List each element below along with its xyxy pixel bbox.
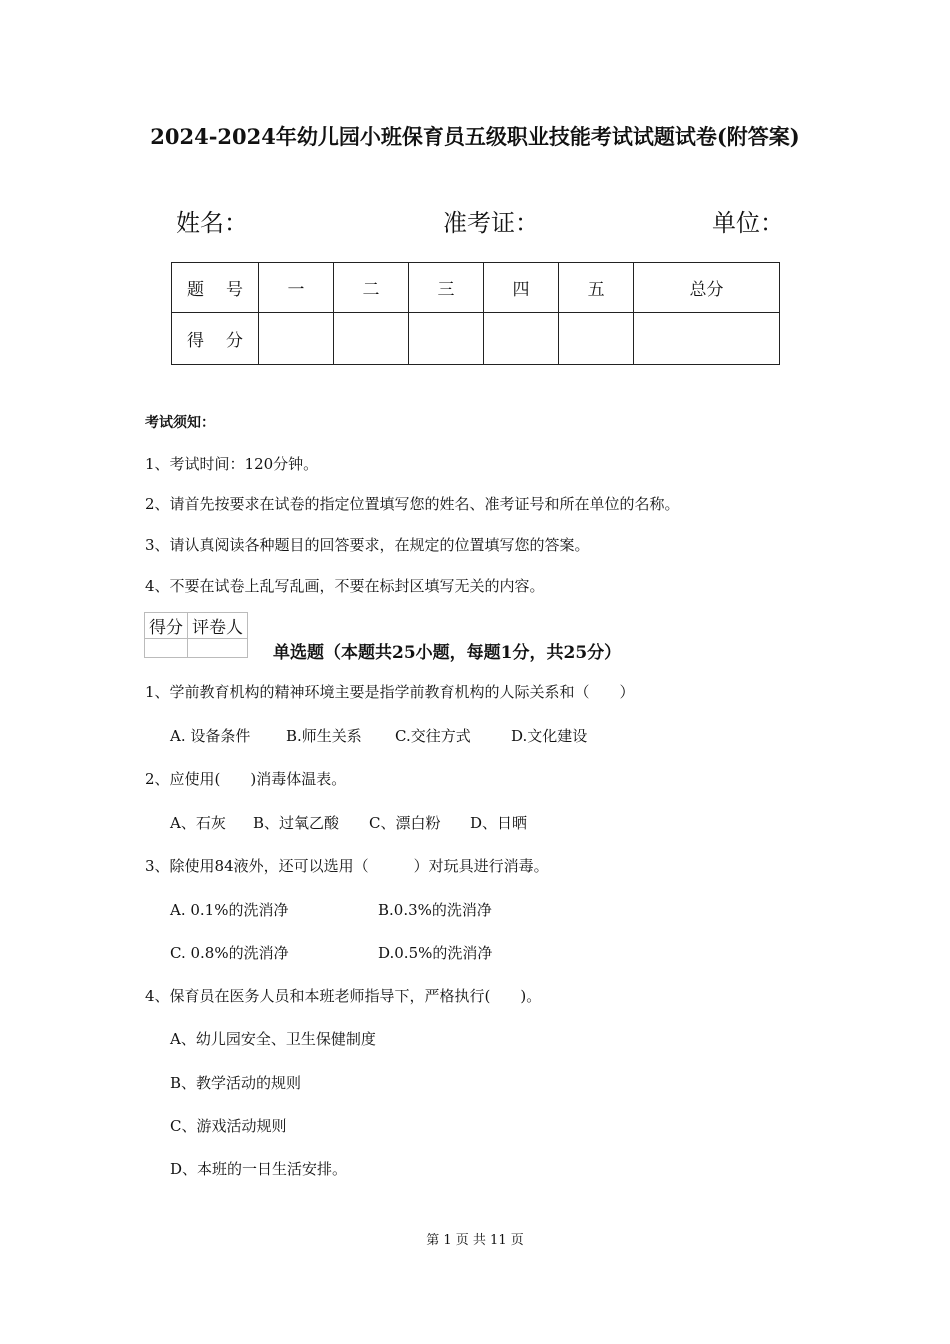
score-table-header-row xyxy=(172,263,780,313)
unit-label: 单位： xyxy=(712,209,784,237)
notice-title: 考试须知： xyxy=(145,415,215,431)
score-entry-cell[interactable] xyxy=(145,639,188,658)
row-label-b: 分 xyxy=(226,331,243,351)
name-label: 姓名： xyxy=(176,209,248,237)
page-footer: 第 1 页 共 11 页 xyxy=(426,1233,524,1248)
option: A. 0.1%的洗消净 xyxy=(170,901,289,919)
row-label-cell xyxy=(172,313,259,365)
grader-table xyxy=(144,612,248,658)
score-table xyxy=(171,262,780,365)
score-cell[interactable] xyxy=(259,313,334,365)
option: C. 0.8%的洗消净 xyxy=(170,944,289,962)
option: C、漂白粉 xyxy=(369,814,441,832)
question-4: 4、保育员在医务人员和本班老师指导下，严格执行( )。 xyxy=(145,987,542,1005)
section-title: 单选题（本题共25小题，每题1分，共25分） xyxy=(273,643,622,663)
option: D、日晒 xyxy=(470,814,528,832)
header-label-b: 号 xyxy=(226,280,243,300)
notice-item: 4、不要在试卷上乱写乱画，不要在标封区填写无关的内容。 xyxy=(145,577,545,595)
option: D、本班的一日生活安排。 xyxy=(170,1160,348,1178)
notice-item: 2、请首先按要求在试卷的指定位置填写您的姓名、准考证号和所在单位的名称。 xyxy=(145,495,680,513)
question-3: 3、除使用84液外，还可以选用（ ）对玩具进行消毒。 xyxy=(145,857,549,875)
score-cell[interactable] xyxy=(634,313,780,365)
column-header: 二 xyxy=(334,263,409,313)
score-cell[interactable] xyxy=(484,313,559,365)
header-label-cell xyxy=(172,263,259,313)
option: B、过氧乙酸 xyxy=(253,814,340,832)
column-header: 三 xyxy=(409,263,484,313)
option: D.0.5%的洗消净 xyxy=(378,944,493,962)
notice-item: 3、请认真阅读各种题目的回答要求，在规定的位置填写您的答案。 xyxy=(145,536,590,554)
header-label-a: 题 xyxy=(187,280,204,300)
option: B.0.3%的洗消净 xyxy=(378,901,492,919)
column-header: 总分 xyxy=(634,263,780,313)
score-cell[interactable] xyxy=(409,313,484,365)
notice-item: 1、考试时间：120分钟。 xyxy=(145,455,319,473)
option: C、游戏活动规则 xyxy=(170,1117,287,1135)
score-table-score-row xyxy=(172,313,780,365)
document-title: 2024-2024年幼儿园小班保育员五级职业技能考试试题试卷(附答案) xyxy=(150,124,800,149)
option: A. 设备条件 xyxy=(170,727,251,745)
grader-entry-cell[interactable] xyxy=(188,639,248,658)
grader-label: 评卷人 xyxy=(188,613,248,639)
option: C.交往方式 xyxy=(395,727,471,745)
option: B.师生关系 xyxy=(286,727,362,745)
option: B、教学活动的规则 xyxy=(170,1074,302,1092)
option: A、石灰 xyxy=(170,814,226,832)
score-cell[interactable] xyxy=(559,313,634,365)
column-header: 五 xyxy=(559,263,634,313)
row-label-a: 得 xyxy=(187,331,204,351)
column-header: 一 xyxy=(259,263,334,313)
question-2: 2、应使用( )消毒体温表。 xyxy=(145,770,347,788)
column-header: 四 xyxy=(484,263,559,313)
score-label: 得分 xyxy=(145,613,188,639)
option: A、幼儿园安全、卫生保健制度 xyxy=(170,1030,376,1048)
exam-number-label: 准考证： xyxy=(443,209,539,237)
score-cell[interactable] xyxy=(334,313,409,365)
question-1: 1、学前教育机构的精神环境主要是指学前教育机构的人际关系和（ ） xyxy=(145,683,635,701)
option: D.文化建设 xyxy=(511,727,588,745)
